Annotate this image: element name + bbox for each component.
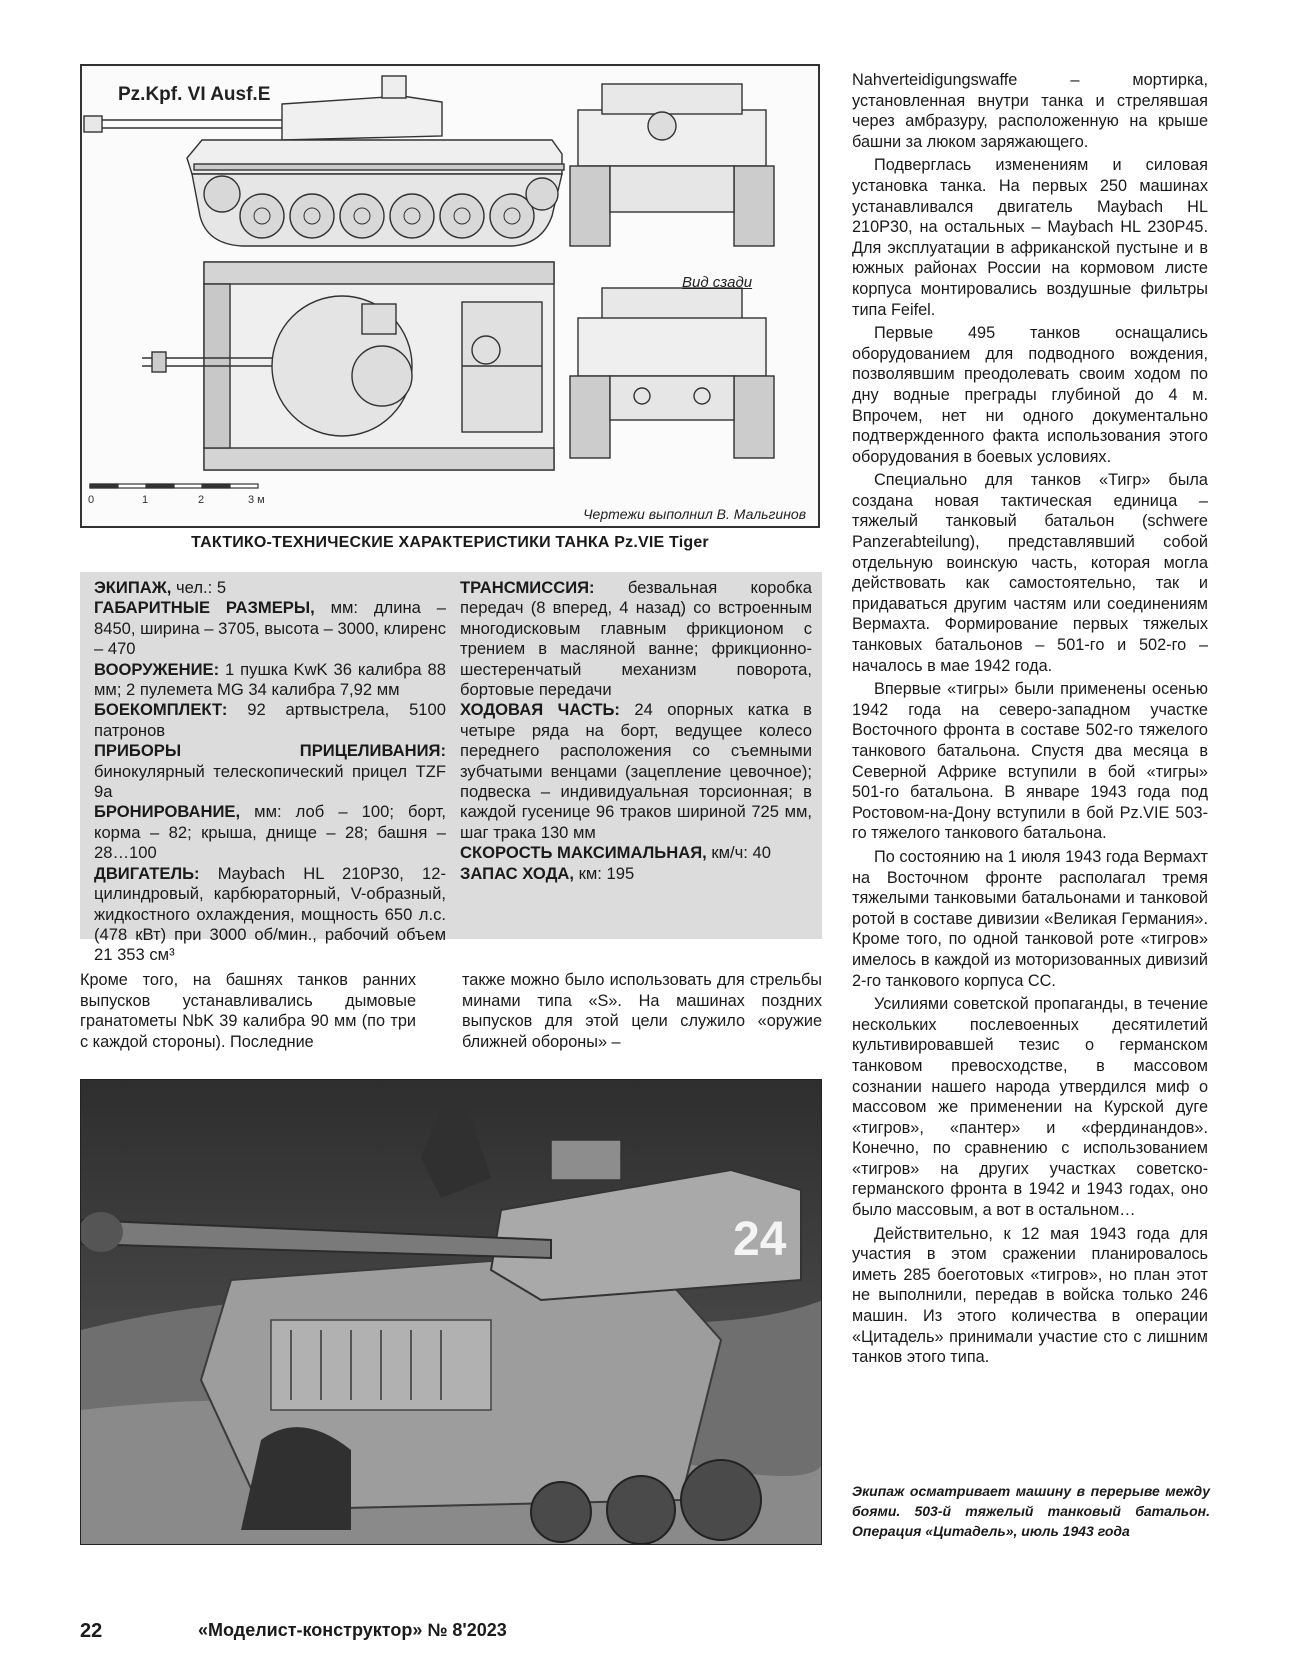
body-column-b [462, 970, 822, 1052]
spec-speed [460, 843, 812, 863]
body-column-right [852, 70, 1208, 1371]
body-paragraph: Усилиями советской пропаганды, в течение нескольких послевоенных десятилетий культивировавшей тезис о германском танковом превосходстве, в массовом сознании нашего народа утвердился миф о массовом же применении на Курской дуге «тигров», «пантер» и «фердинандов». Конечно, по сравнению с использованием «тигров» на других участках советско-германского фронта в 1942 и 1943 годах, оно было массовым, а вот в остальном… [852, 995, 1208, 1220]
specs-column-right [460, 578, 812, 884]
body-paragraph: Подверглась изменениям и силовая установка танка. На первых 250 машинах устанавливался двигатель Maybach HL 210P30, на остальных – Maybach HL 230P45. Для эксплуатации в африканской пустыне и в южных районах России на кормовом листе корпуса монтировались воздушные фильтры типа Feifel. [852, 156, 1208, 319]
spec-armament [94, 660, 446, 701]
spec-speed-text: км/ч: 40 [706, 843, 771, 863]
spec-crew-label: ЭКИПАЖ, [94, 578, 172, 597]
spec-range-text: км: 195 [574, 863, 635, 883]
body-paragraph: Действительно, к 12 мая 1943 года для участия в этом сражении планировалось иметь 285 боеготовых «тигров», но план этот не выполнили, передав в войска только 246 машин. Из этого количества в операции «Цитадель» принимали участие сто с лишним танков этого типа. [852, 1224, 1208, 1367]
spec-running-gear-label: ХОДОВАЯ ЧАСТЬ: [460, 700, 620, 720]
spec-range [460, 864, 812, 884]
specs-box [80, 572, 822, 965]
spec-transmission-text: безвальная коробка передач (8 вперед, 4 назад) со встроенным многодисковым главным фрикционом с трением в масляной ванне; фрикционно-шестеренчатый механизм поворота, бортовые передачи [460, 578, 812, 700]
spec-armor-text: мм: лоб – 100; борт, корма – 82; крыша, днище – 28; башня – 28…100 [94, 802, 446, 863]
body-paragraph: Первые 495 танков оснащались оборудованием для подводного вождения, позволявшим преодолевать своим ходом по дну водные преграды глубиной до 4 м. Впрочем, нет ни одного документально подтвержденного факта использования этого оборудования в боевых условиях. [852, 324, 1208, 466]
body-paragraph: Впервые «тигры» были применены осенью 1942 года на северо-западном участке Восточного фронта в составе 502-го тяжелого танкового батальона. Спустя два месяца в Северной Африке вступили в бой «тигры» 501-го батальона. В январе 1943 года под Ростовом-на-Дону вступили в бой Pz.VIE 503-го тяжелого танкового батальона. [852, 680, 1208, 843]
tank-drawings-svg [82, 66, 820, 528]
specs-heading: ТАКТИКО-ТЕХНИЧЕСКИЕ ХАРАКТЕРИСТИКИ ТАНКА Pz.VIE Tiger [191, 534, 709, 551]
scale-label-2: 2 [198, 494, 205, 506]
spec-dimensions-label: ГАБАРИТНЫЕ РАЗМЕРЫ, [94, 598, 315, 618]
tank-drawings [80, 64, 820, 528]
spec-range-label: ЗАПАС ХОДА, [460, 863, 574, 883]
spec-armament-text: 1 пушка KwK 36 калибра 88 мм; 2 пулемета MG 34 калибра 7,92 мм [94, 659, 446, 700]
spec-ammo-text: 92 артвыстрела, 5100 патронов [94, 700, 446, 740]
spec-running-gear [460, 700, 812, 843]
specs-column-left [94, 578, 446, 966]
rear-view-label: Вид сзади [682, 274, 753, 291]
body-paragraph: также можно было использовать для стрельбы минами типа «S». На машинах поздних выпусков для этой цели служило «оружие ближней обороны» – [462, 971, 822, 1051]
spec-engine [94, 864, 446, 966]
body-paragraph: По состоянию на 1 июля 1943 года Вермахт на Восточном фронте располагал тремя тяжелыми танковыми батальонами и танковой ротой в составе дивизии «Великая Германия». Кроме того, по одной танковой роте «тигров» имелось в каждой из моторизованных дивизий 2-го танкового корпуса СС. [852, 847, 1208, 990]
body-paragraph: Nahverteidigungswaffe – мортирка, установленная внутри танка и стрелявшая через амбразуру, расположенную на крыше башни за люком заряжающего. [852, 71, 1208, 151]
spec-dimensions [94, 598, 446, 659]
body-column-a [80, 970, 416, 1052]
spec-running-gear-text: 24 опорных катка в четыре ряда на борт, ведущее колесо переднего расположения со съемными зубчатыми венцами (зацепление цевочное); подвеска – индивидуальная торсионная; в каждой гусенице 96 траков шириной 725 мм, шаг трака 130 мм [460, 700, 812, 842]
rear-view-drawing [570, 288, 774, 458]
spec-dimensions-text: мм: длина – 8450, ширина – 3705, высота – 3000, клиренс – 470 [94, 598, 446, 659]
drawing-title: Pz.Kpf. VI Ausf.E [118, 84, 271, 105]
spec-armor [94, 802, 446, 863]
spec-ammo-label: БОЕКОМПЛЕКТ: [94, 700, 228, 720]
spec-engine-label: ДВИГАТЕЛЬ: [94, 863, 200, 883]
scale-label-0: 0 [88, 494, 95, 506]
scale-label-1: 1 [142, 494, 149, 506]
spec-armor-label: БРОНИРОВАНИЕ, [94, 802, 241, 822]
scale-label-3: 3 м [248, 494, 265, 506]
spec-transmission [460, 578, 812, 700]
spec-crew-text: чел.: 5 [171, 578, 227, 597]
journal-title: «Моделист-конструктор» № 8'2023 [198, 1620, 507, 1640]
body-paragraph: Кроме того, на башнях танков ранних выпусков устанавливались дымовые гранатометы NbK 39 калибра 90 мм (по три с каждой стороны). Последние [80, 971, 416, 1051]
spec-ammo [94, 700, 446, 741]
front-view-drawing [570, 84, 774, 246]
spec-sights-label: ПРИБОРЫ ПРИЦЕЛИВАНИЯ: [94, 741, 446, 761]
tank-photo-svg [81, 1080, 822, 1545]
body-paragraph: Специально для танков «Тигр» была создана новая тактическая единица – тяжелый танковый батальон (schwere Panzerabteilung), представлявший собой отдельную воинскую часть, которая могла действовать как самостоятельно, так и придаваться другим частям или соединениям Вермахта. Формирование первых тяжелых танковых батальонов – 501-го и 502-го – началось в мае 1942 года. [852, 471, 1208, 675]
page-number: 22 [80, 1620, 103, 1642]
turret-number: 24 [733, 1213, 787, 1266]
drawing-credit: Чертежи выполнил В. Мальгинов [583, 506, 806, 522]
tank-photo [80, 1079, 822, 1545]
spec-engine-text: Maybach HL 210P30, 12-цилиндровый, карбюраторный, V-образный, жидкостного охлаждения, мощность 650 л.с. (478 кВт) при 3000 об/мин., рабочий объем 21 353 см³ [94, 863, 446, 965]
spec-sights [94, 741, 446, 802]
photo-caption: Экипаж осматривает машину в перерыве между боями. 503-й тяжелый танковый батальон. Операция «Цитадель», июль 1943 года [852, 1483, 1210, 1539]
spec-sights-text: бинокулярный телескопический прицел TZF 9a [94, 761, 446, 802]
spec-armament-label: ВООРУЖЕНИЕ: [94, 659, 220, 679]
spec-speed-label: СКОРОСТЬ МАКСИМАЛЬНАЯ, [460, 843, 707, 863]
top-view-drawing [142, 262, 554, 470]
spec-crew [94, 578, 446, 598]
scale-bar [90, 484, 258, 488]
spec-transmission-label: ТРАНСМИССИЯ: [460, 578, 595, 597]
